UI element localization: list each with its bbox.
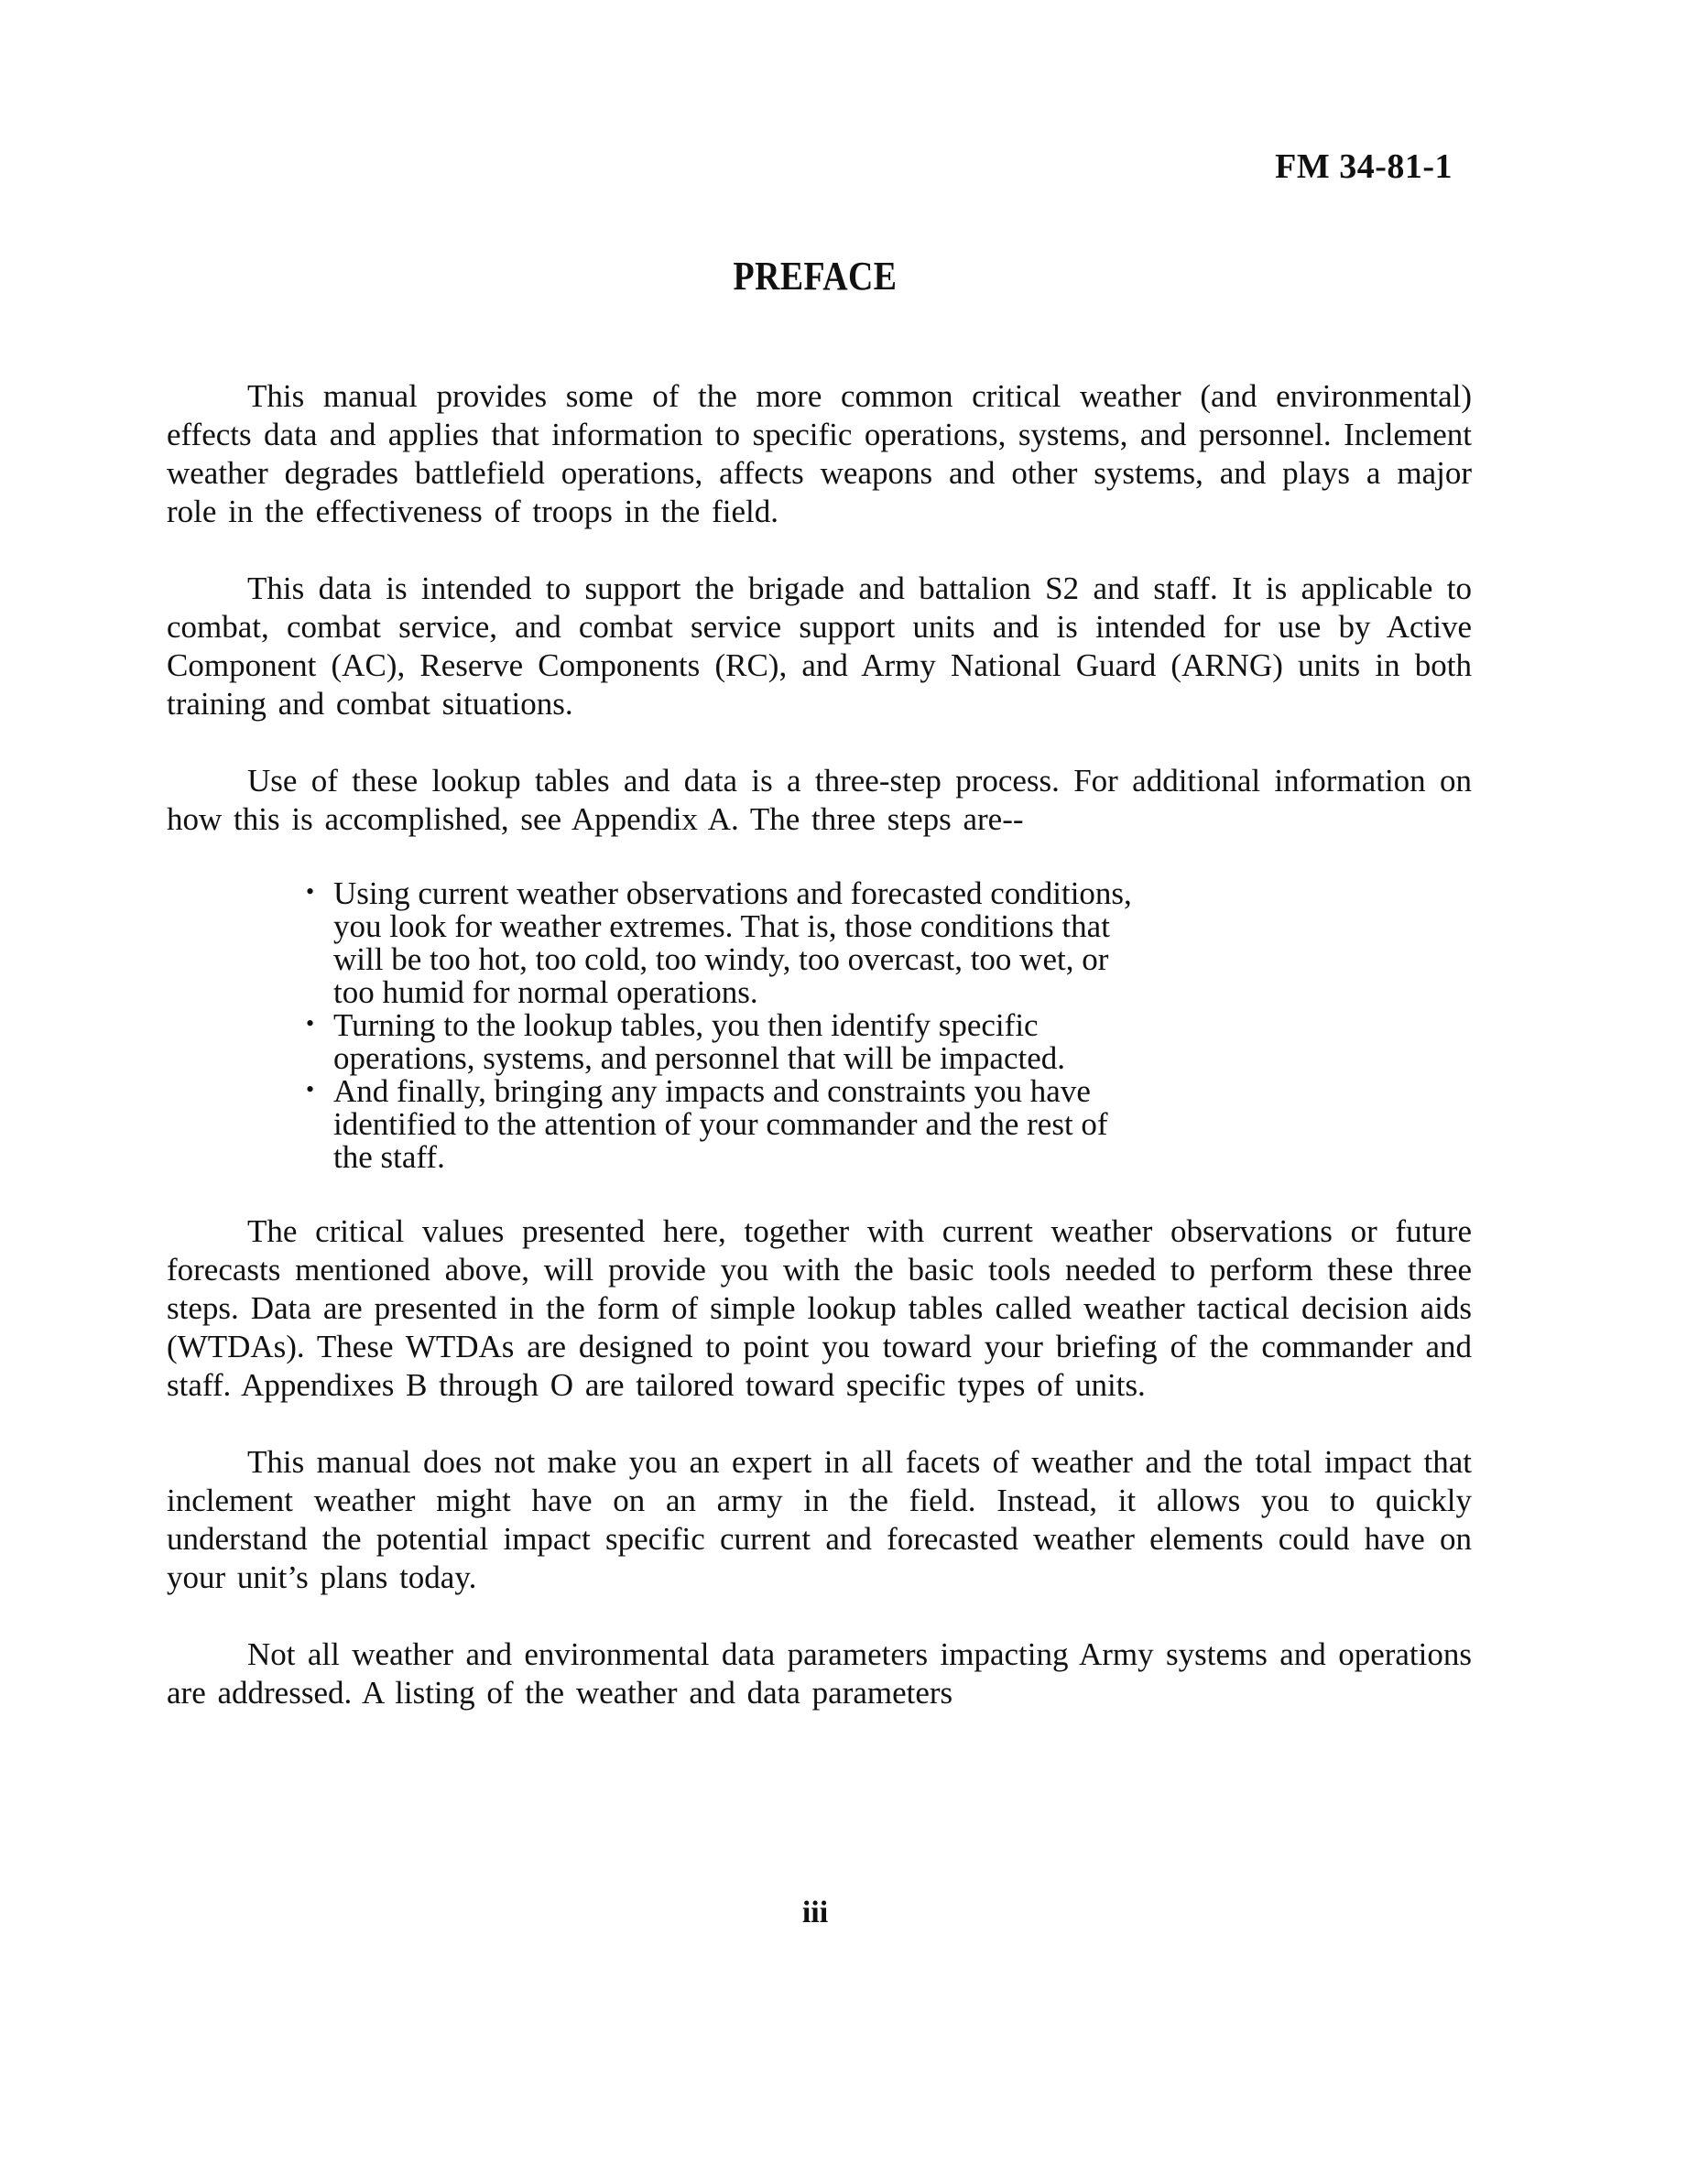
bullet-icon: • (306, 878, 315, 905)
paragraph-critical-values: The critical values presented here, together with current weather observations or future forecasts mentioned above, will provide you with the basic tools needed to perform these three steps. Data are presented in the form of simple lookup tables called weather tactical decision aids (WTDAs). These WTDAs are designed to point you toward your briefing of the commander and staff. Appendixes B through O are tailored toward specific types of units. (167, 1213, 1472, 1403)
list-item (306, 1007, 1139, 1076)
list-item (306, 875, 1139, 1010)
list-item-text: Turning to the lookup tables, you then identify specific operations, systems, and personnel that will be impacted. (333, 1007, 1065, 1076)
page-number: iii (801, 1896, 829, 1929)
list-item-text: Using current weather observations and forecasted conditions, you look for weather extremes. That is, those conditions that will be too hot, too cold, too windy, too overcast, too wet, or too humid for normal operations. (333, 875, 1132, 1010)
list-item (306, 1073, 1139, 1175)
page-title: PREFACE (733, 254, 898, 299)
list-item-text: And finally, bringing any impacts and constraints you have identified to the attention of your commander and the rest of the staff. (333, 1073, 1108, 1175)
paragraph-parameters: Not all weather and environmental data parameters impacting Army systems and operations are addressed. A listing of the weather and data parameters (167, 1636, 1472, 1711)
bullet-icon: • (306, 1010, 315, 1037)
preface-body (167, 377, 1472, 1751)
bullet-icon: • (306, 1076, 315, 1103)
steps-list (167, 877, 1139, 1174)
paragraph-audience: This data is intended to support the brigade and battalion S2 and staff. It is applicable to combat, combat service, and combat service support units and is intended for use by Active Component (AC), Reserve Components (RC), and Army National Guard (ARNG) units in both training and combat situations. (167, 570, 1472, 722)
paragraph-purpose: This manual provides some of the more common critical weather (and environmental) effects data and applies that information to specific operations, systems, and personnel. Inclement weather degrades battlefield operations, affects weapons and other systems, and plays a major role in the effectiveness of troops in the field. (167, 378, 1472, 529)
document-number: FM 34-81-1 (1275, 147, 1453, 186)
paragraph-process: Use of these lookup tables and data is a three-step process. For additional information on how this is accomplished, see Appendix A. The three steps are-- (167, 763, 1472, 837)
paragraph-limitations: This manual does not make you an expert in all facets of weather and the total impact that inclement weather might have on an army in the field. Instead, it allows you to quickly understand the potential impact specific current and forecasted weather elements could have on your unit’s plans today. (167, 1444, 1472, 1595)
